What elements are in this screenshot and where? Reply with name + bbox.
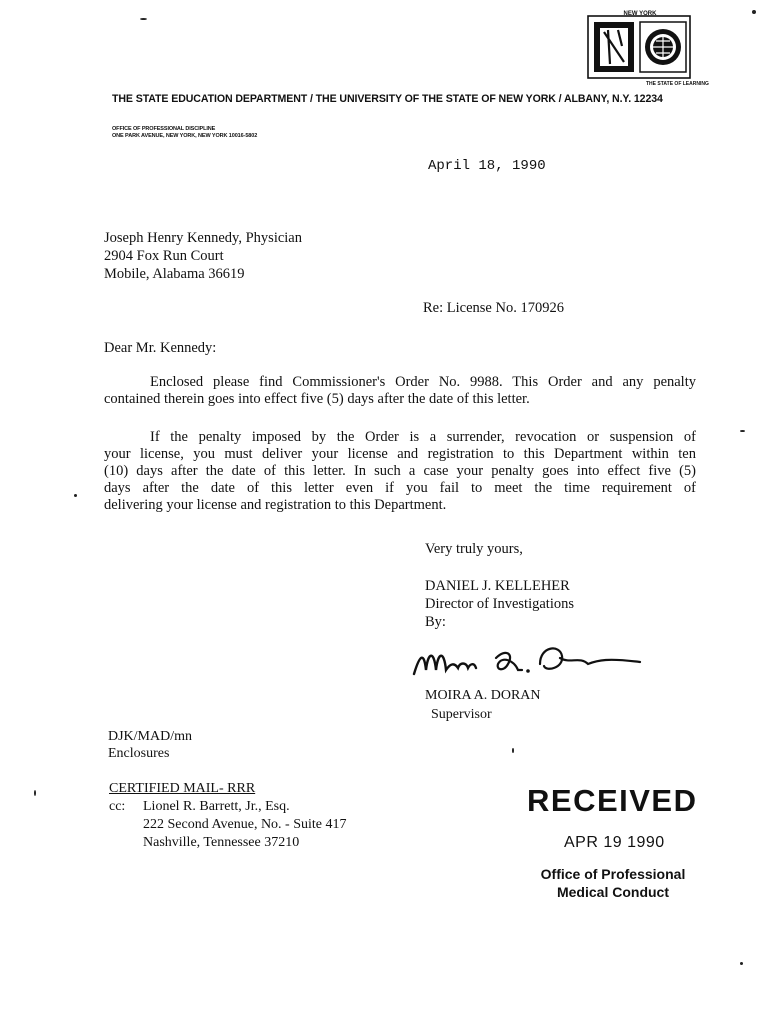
- recipient-name: Joseph Henry Kennedy, Physician: [104, 230, 302, 246]
- recipient-street: 2904 Fox Run Court: [104, 248, 224, 264]
- cosigner-title: Supervisor: [431, 707, 492, 722]
- received-stamp-office: Office of Professional: [540, 866, 686, 882]
- received-stamp-date: APR 19 1990: [564, 834, 665, 851]
- body-line: days after the date of this letter even if you fail to meet the time requirement of: [104, 480, 696, 496]
- svg-text:NEW YORK: NEW YORK: [623, 11, 657, 17]
- letterhead-department: THE STATE EDUCATION DEPARTMENT / THE UNIVERSITY OF THE STATE OF NEW YORK / ALBANY, N.Y. 12234: [112, 93, 663, 105]
- signer-title: Director of Investigations: [425, 596, 574, 612]
- scan-speck: [512, 748, 514, 753]
- body-paragraph-1: [104, 374, 696, 408]
- letter-date: April 18, 1990: [428, 158, 546, 174]
- enclosures-note: Enclosures: [108, 746, 170, 761]
- body-line: your license, you must deliver your license and registration to this Department within ten: [104, 446, 696, 462]
- body-paragraph-2: [104, 429, 696, 514]
- valediction: Very truly yours,: [425, 541, 523, 557]
- cc-name: Lionel R. Barrett, Jr., Esq.: [143, 799, 290, 814]
- nys-education-seal: [586, 6, 709, 88]
- scan-speck: [740, 430, 745, 432]
- body-line: (10) days after the date of this letter. In such a case your penalty goes into effect five (5): [104, 463, 696, 479]
- body-line: delivering your license and registration to this Department.: [104, 497, 447, 513]
- svg-text:THE STATE OF LEARNING: THE STATE OF LEARNING: [646, 81, 709, 87]
- cosigner-name: MOIRA A. DORAN: [425, 688, 541, 703]
- certified-mail-note: CERTIFIED MAIL- RRR: [109, 781, 256, 796]
- scan-speck: [740, 962, 743, 965]
- body-line: contained therein goes into effect five (5) days after the date of this letter.: [104, 391, 530, 407]
- cc-address-line-1: 222 Second Avenue, No. - Suite 417: [143, 817, 347, 832]
- scan-speck: [752, 10, 756, 14]
- typist-initials: DJK/MAD/mn: [108, 729, 193, 744]
- handwritten-signature: [410, 634, 650, 694]
- body-line: If the penalty imposed by the Order is a surrender, revocation or suspension of: [150, 429, 696, 445]
- salutation: Dear Mr. Kennedy:: [104, 340, 217, 356]
- body-line: Enclosed please find Commissioner's Order No. 9988. This Order and any penalty: [150, 374, 696, 390]
- by-label: By:: [425, 614, 446, 630]
- received-stamp-title: RECEIVED: [527, 783, 698, 818]
- scan-speck: [74, 494, 77, 497]
- scan-speck: [140, 18, 147, 20]
- cc-address-line-2: Nashville, Tennessee 37210: [143, 835, 300, 850]
- letterhead-address: ONE PARK AVENUE, NEW YORK, NEW YORK 10016-5802: [112, 133, 258, 139]
- license-reference: Re: License No. 170926: [423, 300, 564, 316]
- letterhead-office: OFFICE OF PROFESSIONAL DISCIPLINE: [112, 126, 216, 132]
- received-stamp-office: Medical Conduct: [556, 884, 669, 900]
- scan-speck: [34, 790, 36, 796]
- recipient-city: Mobile, Alabama 36619: [104, 266, 245, 282]
- signer-name: DANIEL J. KELLEHER: [425, 578, 570, 594]
- cc-label: cc:: [109, 799, 126, 814]
